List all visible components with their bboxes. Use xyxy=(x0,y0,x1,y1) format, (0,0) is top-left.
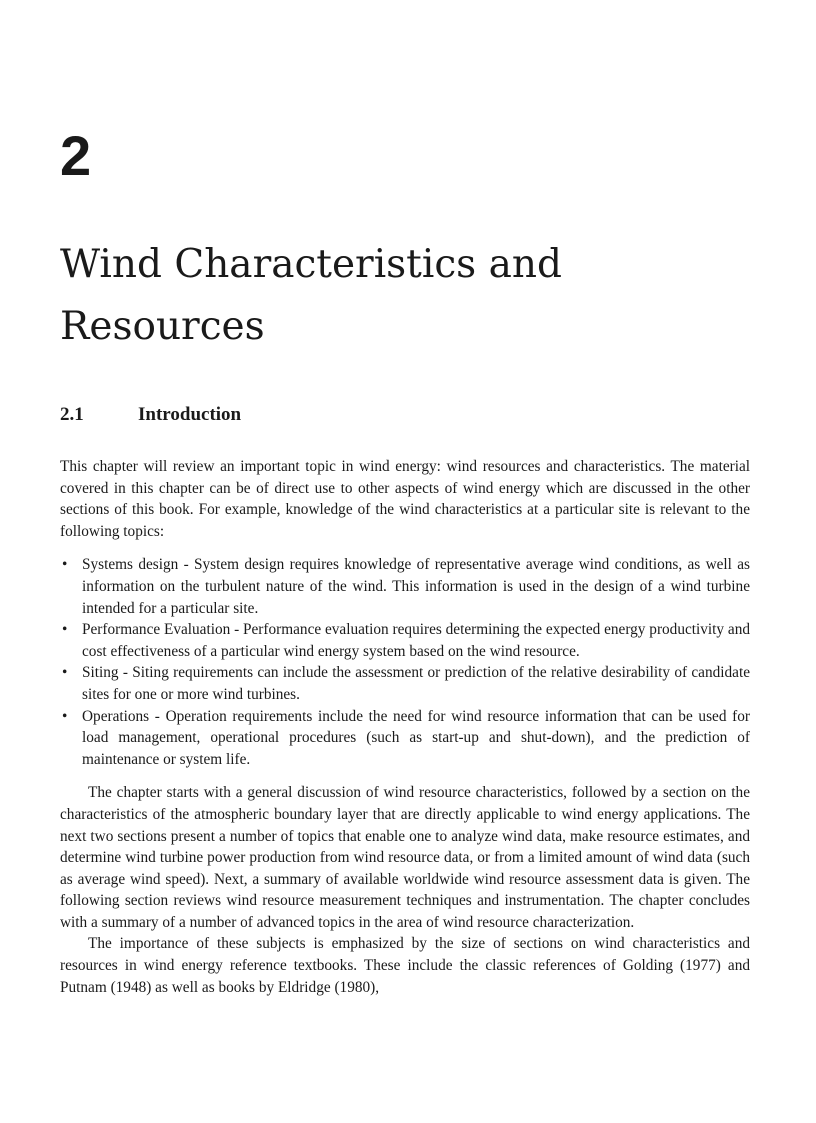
chapter-title: Wind Characteristics and Resources xyxy=(60,242,562,349)
body-text xyxy=(60,456,750,998)
list-item xyxy=(60,619,750,662)
chapter-number: 2 xyxy=(60,124,92,187)
list-item-text: Performance Evaluation - Performance evaluation requires determining the expected energy productivity and cost effectiveness of a particular wind energy system based on the wind resource. xyxy=(82,621,750,660)
topic-list xyxy=(60,554,750,770)
list-item-text: Operations - Operation requirements include the need for wind resource information that can be used for load management, operational procedures (such as start-up and shut-down), and the prediction of maintenance or system life. xyxy=(82,707,750,768)
section-title: Introduction xyxy=(138,404,242,425)
paragraph: The importance of these subjects is emphasized by the size of sections on wind characteristics and resources in wind energy reference textbooks. These include the classic references of Golding (1977) and Putnam (1948) as well as books by Eldridge (1980), xyxy=(60,935,750,996)
bullet-icon: • xyxy=(62,707,68,725)
paragraph: The chapter starts with a general discussion of wind resource characteristics, followed by a section on the characteristics of the atmospheric boundary layer that are directly applicable to wind energy applications. The next two sections present a number of topics that enable one to analyze wind data, make resource estimates, and determine wind turbine power production from wind resource data, or from a limited amount of wind data (such as average wind speed). Next, a summary of available worldwide wind resource assessment data is given. The following section reviews wind resource measurement techniques and instrumentation. The chapter concludes with a summary of a number of advanced topics in the area of wind resource characterization. xyxy=(60,784,750,931)
bullet-icon: • xyxy=(62,664,68,682)
list-item xyxy=(60,662,750,705)
intro-paragraph: This chapter will review an important topic in wind energy: wind resources and characteristics. The material covered in this chapter can be of direct use to other aspects of wind energy which are discussed in the other sections of this book. For example, knowledge of the wind characteristics at a particular site is relevant to the following topics: xyxy=(60,458,750,540)
list-item-text: Systems design - System design requires knowledge of representative average wind conditions, as well as information on the turbulent nature of the wind. This information is used in the design of a wind turbine intended for a particular site. xyxy=(82,556,750,617)
bullet-icon: • xyxy=(62,621,68,639)
bullet-icon: • xyxy=(62,556,68,574)
section-heading xyxy=(60,404,241,426)
section-number: 2.1 xyxy=(60,404,84,425)
list-item xyxy=(60,554,750,619)
list-item-text: Siting - Siting requirements can include the assessment or prediction of the relative desirability of candidate sites for one or more wind turbines. xyxy=(82,664,750,703)
list-item xyxy=(60,706,750,771)
